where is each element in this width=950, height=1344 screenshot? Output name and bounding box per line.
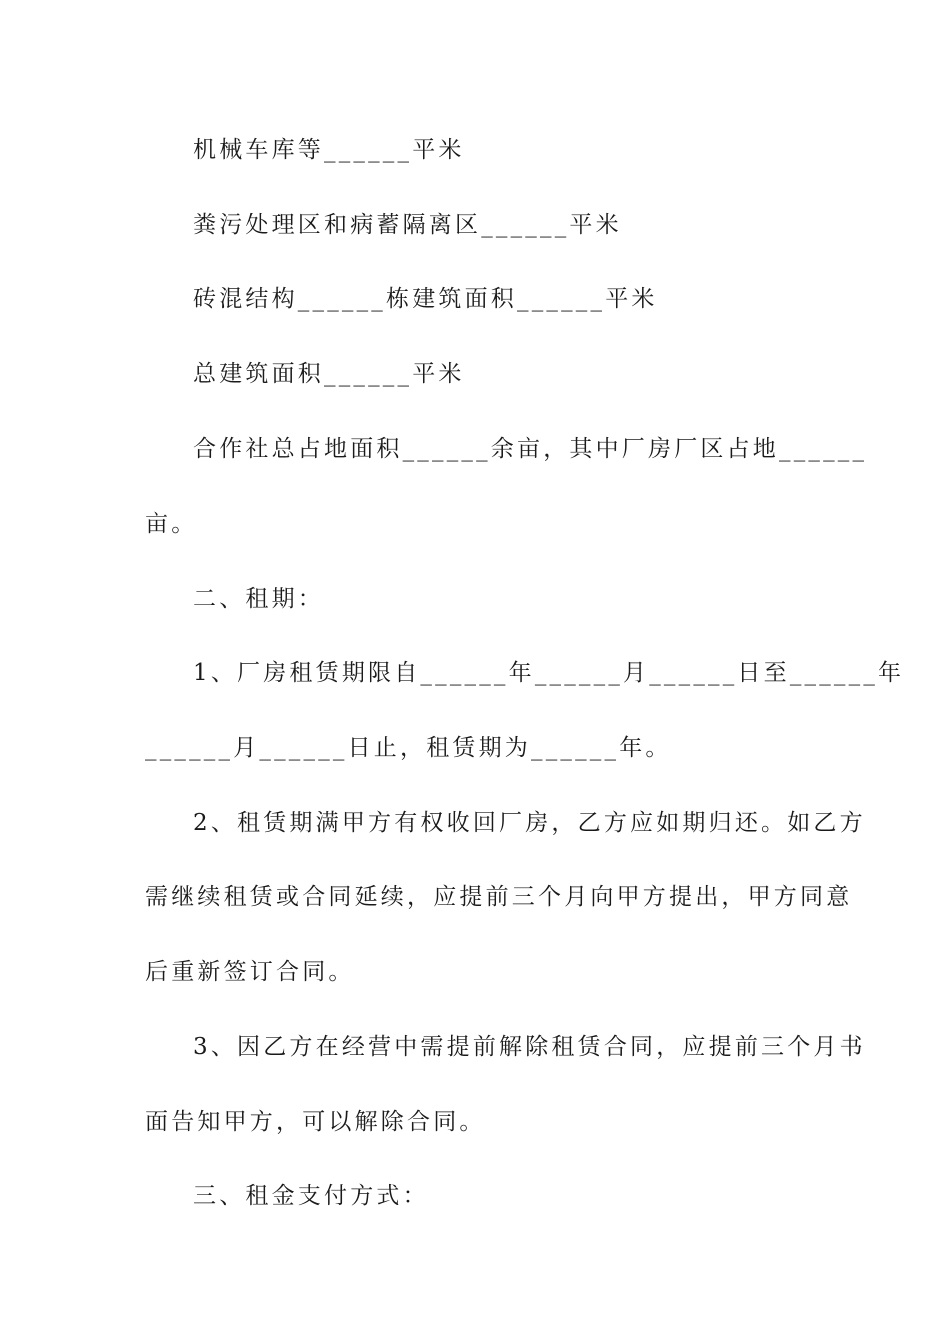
text-line-brick-structure: 砖混结构______栋建筑面积______平米 <box>193 286 658 312</box>
clause-2-line-2: 需继续租赁或合同延续，应提前三个月向甲方提出，甲方同意 <box>145 884 853 910</box>
section-heading-lease-term: 二、租期： <box>193 586 324 612</box>
text-line-garage-area: 机械车库等______平米 <box>193 137 465 163</box>
clause-1-line-2: ______月______日止，租赁期为______年。 <box>145 735 672 761</box>
text-line-total-land-cont: 亩。 <box>145 511 198 537</box>
text-line-total-area: 总建筑面积______平米 <box>193 361 465 387</box>
clause-3-line-2: 面告知甲方，可以解除合同。 <box>145 1109 486 1135</box>
clause-1-line-1: 1、厂房租赁期限自______年______月______日至______年 <box>193 660 905 686</box>
clause-3-line-1: 3、因乙方在经营中需提前解除租赁合同，应提前三个月书 <box>193 1034 866 1060</box>
text-line-total-land: 合作社总占地面积______余亩，其中厂房厂区占地______ <box>193 436 868 462</box>
clause-2-line-3: 后重新签订合同。 <box>145 959 355 985</box>
clause-2-line-1: 2、租赁期满甲方有权收回厂房，乙方应如期归还。如乙方 <box>193 810 866 836</box>
text-line-manure-isolation: 粪污处理区和病蓄隔离区______平米 <box>193 212 622 238</box>
section-heading-rent-payment: 三、租金支付方式： <box>193 1183 429 1209</box>
